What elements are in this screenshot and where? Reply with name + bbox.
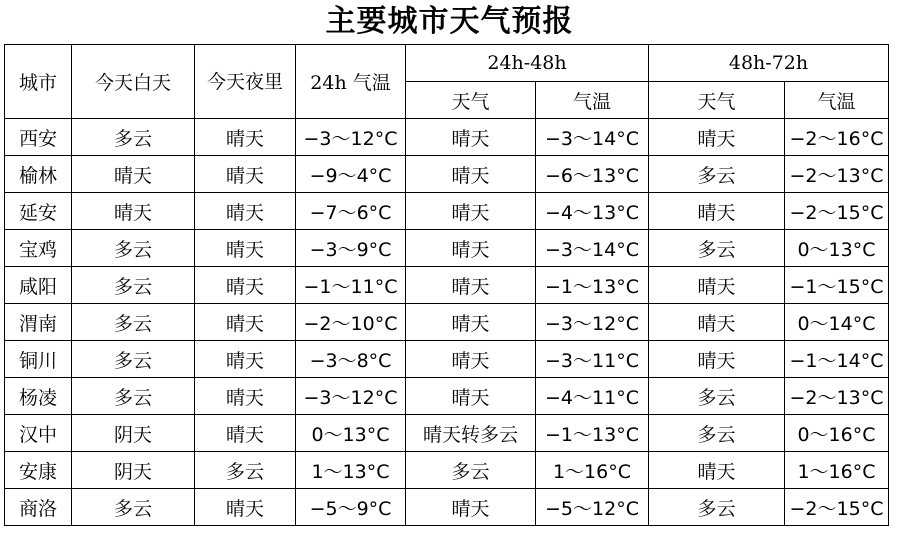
weather-72h-cell: 晴天 bbox=[649, 119, 785, 156]
temp-24h-cell: −9～4°C bbox=[296, 156, 406, 193]
weather-48h-cell: 晴天 bbox=[406, 156, 536, 193]
temp-24h-cell: −3～12°C bbox=[296, 119, 406, 156]
city-cell: 渭南 bbox=[5, 304, 72, 341]
temp-48h-cell: 1～16°C bbox=[536, 452, 649, 489]
table-row bbox=[5, 230, 889, 267]
temp-48h-cell: −3～11°C bbox=[536, 341, 649, 378]
night-weather-cell: 多云 bbox=[195, 452, 296, 489]
city-cell: 铜川 bbox=[5, 341, 72, 378]
day-weather-cell: 多云 bbox=[72, 341, 195, 378]
city-cell: 延安 bbox=[5, 193, 72, 230]
temp-24h-cell: 0～13°C bbox=[296, 415, 406, 452]
header-today-day: 今天白天 bbox=[72, 45, 195, 119]
temp-48h-cell: −6～13°C bbox=[536, 156, 649, 193]
city-cell: 汉中 bbox=[5, 415, 72, 452]
night-weather-cell: 晴天 bbox=[195, 119, 296, 156]
header-temp-48: 气温 bbox=[536, 82, 649, 119]
weather-48h-cell: 晴天 bbox=[406, 489, 536, 526]
day-weather-cell: 多云 bbox=[72, 489, 195, 526]
night-weather-cell: 晴天 bbox=[195, 415, 296, 452]
temp-24h-cell: −2～10°C bbox=[296, 304, 406, 341]
header-period-48-72: 48h-72h bbox=[649, 45, 889, 82]
header-period-24-48: 24h-48h bbox=[406, 45, 649, 82]
weather-72h-cell: 晴天 bbox=[649, 304, 785, 341]
day-weather-cell: 多云 bbox=[72, 378, 195, 415]
temp-24h-cell: −7～6°C bbox=[296, 193, 406, 230]
temp-24h-cell: −3～9°C bbox=[296, 230, 406, 267]
city-cell: 商洛 bbox=[5, 489, 72, 526]
night-weather-cell: 晴天 bbox=[195, 304, 296, 341]
city-cell: 西安 bbox=[5, 119, 72, 156]
temp-48h-cell: −3～14°C bbox=[536, 119, 649, 156]
temp-72h-cell: 0～13°C bbox=[785, 230, 889, 267]
forecast-table bbox=[4, 44, 889, 526]
temp-72h-cell: 0～16°C bbox=[785, 415, 889, 452]
city-cell: 安康 bbox=[5, 452, 72, 489]
temp-72h-cell: −2～16°C bbox=[785, 119, 889, 156]
temp-48h-cell: −1～13°C bbox=[536, 415, 649, 452]
day-weather-cell: 晴天 bbox=[72, 193, 195, 230]
table-row bbox=[5, 489, 889, 526]
weather-48h-cell: 晴天转多云 bbox=[406, 415, 536, 452]
header-row-1 bbox=[5, 45, 889, 82]
weather-48h-cell: 晴天 bbox=[406, 230, 536, 267]
day-weather-cell: 阴天 bbox=[72, 415, 195, 452]
temp-72h-cell: 0～14°C bbox=[785, 304, 889, 341]
table-row bbox=[5, 415, 889, 452]
temp-72h-cell: −2～15°C bbox=[785, 489, 889, 526]
weather-72h-cell: 多云 bbox=[649, 156, 785, 193]
table-row bbox=[5, 156, 889, 193]
header-city: 城市 bbox=[5, 45, 72, 119]
temp-48h-cell: −3～12°C bbox=[536, 304, 649, 341]
header-weather-48: 天气 bbox=[406, 82, 536, 119]
city-cell: 咸阳 bbox=[5, 267, 72, 304]
city-cell: 榆林 bbox=[5, 156, 72, 193]
night-weather-cell: 晴天 bbox=[195, 193, 296, 230]
temp-48h-cell: −4～13°C bbox=[536, 193, 649, 230]
temp-24h-cell: −1～11°C bbox=[296, 267, 406, 304]
weather-48h-cell: 晴天 bbox=[406, 119, 536, 156]
temp-72h-cell: −2～13°C bbox=[785, 378, 889, 415]
temp-24h-cell: −5～9°C bbox=[296, 489, 406, 526]
night-weather-cell: 晴天 bbox=[195, 489, 296, 526]
night-weather-cell: 晴天 bbox=[195, 341, 296, 378]
temp-72h-cell: −1～15°C bbox=[785, 267, 889, 304]
weather-72h-cell: 多云 bbox=[649, 415, 785, 452]
temp-48h-cell: −3～14°C bbox=[536, 230, 649, 267]
table-row bbox=[5, 341, 889, 378]
night-weather-cell: 晴天 bbox=[195, 378, 296, 415]
temp-72h-cell: −2～15°C bbox=[785, 193, 889, 230]
weather-48h-cell: 晴天 bbox=[406, 341, 536, 378]
header-temp-24h: 24h 气温 bbox=[296, 45, 406, 119]
table-row bbox=[5, 452, 889, 489]
temp-24h-cell: 1～13°C bbox=[296, 452, 406, 489]
weather-48h-cell: 晴天 bbox=[406, 267, 536, 304]
table-row bbox=[5, 267, 889, 304]
weather-48h-cell: 晴天 bbox=[406, 304, 536, 341]
weather-48h-cell: 晴天 bbox=[406, 378, 536, 415]
weather-72h-cell: 晴天 bbox=[649, 267, 785, 304]
temp-24h-cell: −3～8°C bbox=[296, 341, 406, 378]
table-row bbox=[5, 304, 889, 341]
night-weather-cell: 晴天 bbox=[195, 156, 296, 193]
day-weather-cell: 多云 bbox=[72, 267, 195, 304]
weather-48h-cell: 晴天 bbox=[406, 193, 536, 230]
city-cell: 宝鸡 bbox=[5, 230, 72, 267]
weather-72h-cell: 多云 bbox=[649, 378, 785, 415]
temp-72h-cell: −1～14°C bbox=[785, 341, 889, 378]
weather-72h-cell: 晴天 bbox=[649, 193, 785, 230]
header-today-night: 今天夜里 bbox=[195, 45, 296, 119]
day-weather-cell: 晴天 bbox=[72, 156, 195, 193]
page-title: 主要城市天气预报 bbox=[325, 4, 574, 39]
day-weather-cell: 阴天 bbox=[72, 452, 195, 489]
weather-72h-cell: 多云 bbox=[649, 489, 785, 526]
table-row bbox=[5, 119, 889, 156]
temp-48h-cell: −1～13°C bbox=[536, 267, 649, 304]
temp-72h-cell: −2～13°C bbox=[785, 156, 889, 193]
day-weather-cell: 多云 bbox=[72, 119, 195, 156]
city-cell: 杨凌 bbox=[5, 378, 72, 415]
temp-72h-cell: 1～16°C bbox=[785, 452, 889, 489]
table-row bbox=[5, 378, 889, 415]
temp-24h-cell: −3～12°C bbox=[296, 378, 406, 415]
table-row bbox=[5, 193, 889, 230]
day-weather-cell: 多云 bbox=[72, 230, 195, 267]
temp-48h-cell: −5～12°C bbox=[536, 489, 649, 526]
night-weather-cell: 晴天 bbox=[195, 267, 296, 304]
header-temp-72: 气温 bbox=[785, 82, 889, 119]
weather-72h-cell: 晴天 bbox=[649, 341, 785, 378]
weather-72h-cell: 多云 bbox=[649, 230, 785, 267]
header-weather-72: 天气 bbox=[649, 82, 785, 119]
day-weather-cell: 多云 bbox=[72, 304, 195, 341]
weather-48h-cell: 多云 bbox=[406, 452, 536, 489]
weather-72h-cell: 晴天 bbox=[649, 452, 785, 489]
night-weather-cell: 晴天 bbox=[195, 230, 296, 267]
temp-48h-cell: −4～11°C bbox=[536, 378, 649, 415]
